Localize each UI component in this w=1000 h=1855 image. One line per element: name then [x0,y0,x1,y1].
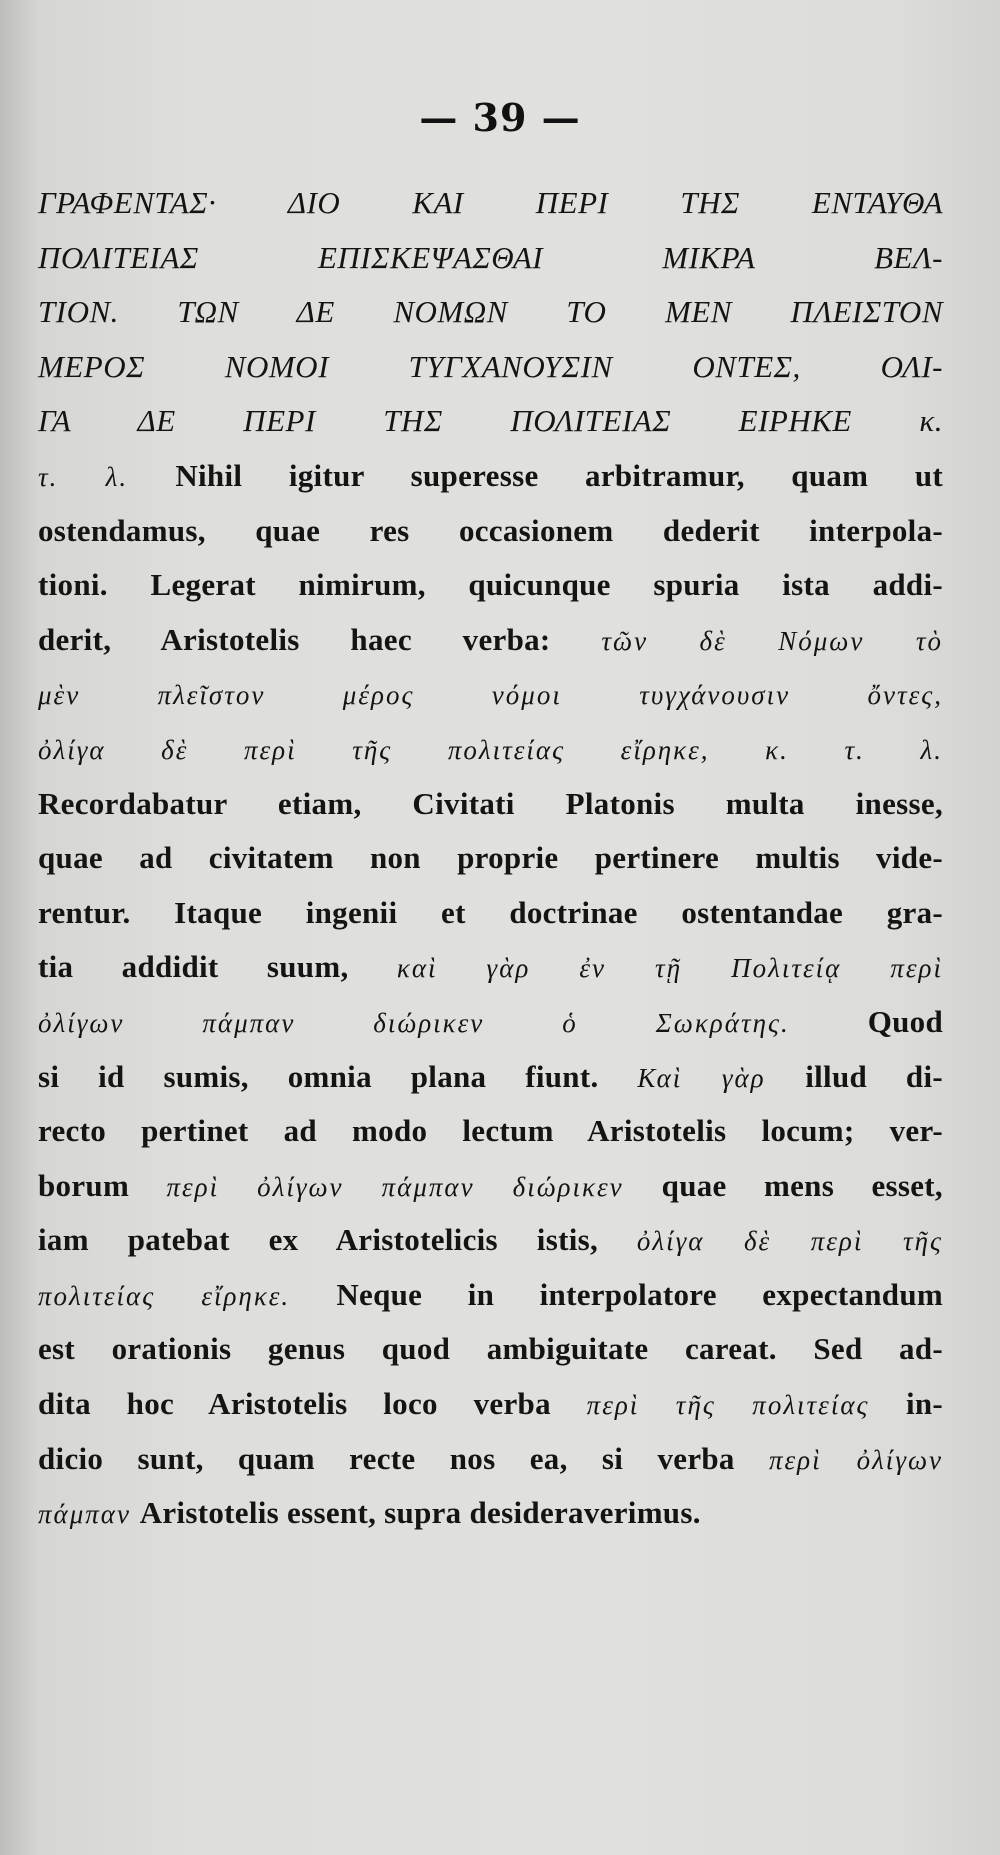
text-line [38,394,943,449]
text-line [38,285,943,340]
greek-text: πολιτείας εἴρηκε. [38,1280,337,1311]
latin-text: derit, Aristotelis haec verba: [38,621,602,657]
greek-text: μὲν πλεῖστον μέρος νόμοι τυγχάνουσιν ὄντες, [38,680,943,711]
text-line [38,1268,943,1323]
latin-text: Aristotelis essent, supra desideraverimus. [139,1495,701,1531]
latin-text: est orationis genus quod ambiguitate careat. Sed ad- [38,1331,943,1367]
body-text [38,176,943,1541]
greek-capitals-text: ΜΕΡΟΣ ΝΟΜΟΙ ΤΥΓΧΑΝΟΥΣΙΝ ΟΝΤΕΣ, ΟΛΙ- [38,348,943,384]
text-line [38,886,943,941]
text-line [38,995,943,1050]
text-line [38,504,943,559]
greek-text: Καὶ γὰρ [637,1062,806,1093]
text-line [38,1432,943,1487]
greek-capitals-text: ΠΟΛΙΤΕΙΑΣ ΕΠΙΣΚΕΨΑΣΘΑΙ ΜΙΚΡΑ ΒΕΛ- [38,239,943,275]
text-line [38,940,943,995]
greek-text: ὀλίγα δὲ περὶ τῆς [636,1226,943,1257]
latin-text: iam patebat ex Aristotelicis istis, [38,1222,637,1258]
latin-text: borum [38,1167,167,1203]
greek-text: περὶ τῆς πολιτείας [586,1390,906,1421]
latin-text: Recordabatur etiam, Civitati Platonis multa inesse, [38,785,943,821]
latin-text: si id sumis, omnia plana fiunt. [38,1058,638,1094]
text-line [38,231,943,286]
greek-text: καὶ γὰρ ἐν τῇ Πολιτείᾳ περὶ [396,953,943,984]
text-line [38,558,943,613]
latin-text: tia addidit suum, [38,949,397,985]
latin-text: quae ad civitatem non proprie pertinere multis vide- [38,840,943,876]
greek-text: περὶ ὀλίγων πάμπαν διώρικεν [166,1171,662,1202]
text-line [38,449,943,504]
latin-text: Quod [867,1003,943,1039]
text-line [38,176,943,231]
latin-text: rentur. Itaque ingenii et doctrinae ostentandae gra- [38,894,943,930]
latin-text: dicio sunt, quam recte nos ea, si verba [38,1440,770,1476]
latin-text: tioni. Legerat nimirum, quicunque spuria ista addi- [38,567,943,603]
text-line [38,722,943,777]
latin-text: Neque in interpolatore expectandum [336,1276,943,1312]
page-number: — 39 — [419,95,581,140]
latin-text: recto pertinet ad modo lectum Aristotelis locum; ver- [38,1113,943,1149]
greek-capitals-text: ΤΙΟΝ. ΤΩΝ ΔΕ ΝΟΜΩΝ ΤΟ ΜΕΝ ΠΛΕΙΣΤΟΝ [38,294,943,330]
text-line [38,1322,943,1377]
greek-text: τ. λ. [38,461,176,492]
text-line [38,667,943,722]
latin-text: Nihil igitur superesse arbitramur, quam ut [175,457,943,493]
text-line [38,1377,943,1432]
greek-text: περὶ ὀλίγων [769,1444,943,1475]
greek-capitals-text: ΓΡΑΦΕΝΤΑΣ· ΔΙΟ ΚΑΙ ΠΕΡΙ ΤΗΣ ΕΝΤΑΥΘΑ [38,185,943,220]
greek-text: πάμπαν [38,1499,140,1530]
text-line [38,1050,943,1105]
latin-text: illud di- [805,1058,943,1094]
text-line [38,1104,943,1159]
greek-capitals-text: ΓΑ ΔΕ ΠΕΡΙ ΤΗΣ ΠΟΛΙΤΕΙΑΣ ΕΙΡΗΚΕ κ. [38,403,943,439]
text-line [38,340,943,395]
greek-text: ὀλίγα δὲ περὶ τῆς πολιτείας εἴρηκε, κ. τ. λ. [38,734,943,765]
text-line [38,831,943,886]
text-line [38,613,943,668]
latin-text: ostendamus, quae res occasionem dederit interpola- [38,512,943,548]
latin-text: dita hoc Aristotelis loco verba [38,1386,587,1422]
text-line [38,1159,943,1214]
text-line [38,1486,850,1541]
greek-text: ὀλίγων πάμπαν διώρικεν ὁ Σωκράτης. [38,1007,868,1038]
latin-text: quae mens esset, [661,1167,943,1203]
text-line [38,777,943,832]
text-line [38,1213,943,1268]
greek-text: τῶν δὲ Νόμων τὸ [601,625,943,656]
latin-text: in- [905,1386,944,1422]
